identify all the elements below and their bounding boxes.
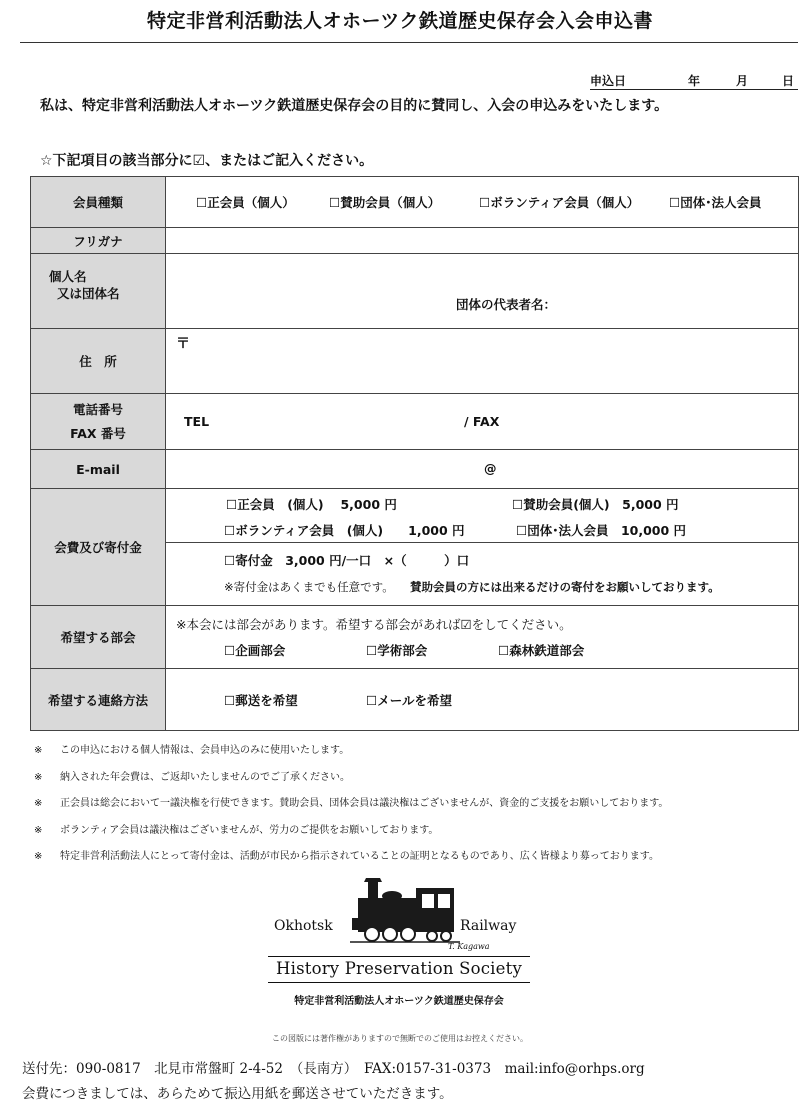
fee-option-dantai[interactable]: ☐団体･法人会員 10,000 円 <box>516 522 687 538</box>
address-field[interactable] <box>166 329 799 394</box>
intro-text: 私は、特定非営利活動法人オホーツク鉄道歴史保存会の目的に賛同し、入会の申込みをいたします。 <box>40 98 669 114</box>
fee-option-seikai[interactable]: ☐正会員 (個人) 5,000 円 <box>226 496 397 512</box>
donation-field <box>166 543 799 606</box>
notes-list <box>34 738 668 871</box>
name-label <box>31 254 166 329</box>
address-row <box>31 329 799 394</box>
donation-note-request: 賛助会員の方には出来るだけの寄付をお願いしております。 <box>410 580 720 594</box>
instruction-text: ☆下記項目の該当部分に☑、またはご記入ください。 <box>40 153 374 169</box>
postal-mark: 〒 <box>176 336 190 352</box>
donation-note-optional: ※寄付金はあくまでも任意です。 <box>224 580 394 594</box>
division-row <box>31 606 799 669</box>
note-item: ※ 特定非営利活動法人にとって寄付金は、活動が市民から指示されていることの証明となるものであり、広く皆様より募っております。 <box>34 851 659 862</box>
furigana-field[interactable] <box>166 228 799 254</box>
copyright-notice: この図版には著作権がありますので無断でのご使用はお控えください。 <box>272 1034 528 1043</box>
division-option-forest-railway[interactable]: ☐森林鉄道部会 <box>498 643 585 658</box>
note-item: ※ 正会員は総会において一議決権を行使できます。賛助会員、団体会員は議決権はございませんが、資金的ご支援をお願いしております。 <box>34 798 669 809</box>
fees-options <box>166 489 799 543</box>
logo-text-railway: Railway <box>460 918 517 934</box>
address-label: 住 所 <box>31 329 166 394</box>
tel-label: TEL <box>184 413 210 429</box>
phone-field[interactable] <box>166 394 799 450</box>
logo-text-okhotsk: Okhotsk <box>274 918 333 934</box>
fee-option-volunteer[interactable]: ☐ボランティア会員 (個人) 1,000 円 <box>224 522 465 538</box>
email-at-sign: @ <box>484 461 497 476</box>
contact-row <box>31 669 799 731</box>
division-option-academic[interactable]: ☐学術部会 <box>366 643 428 658</box>
phone-label-line1: 電話番号 <box>72 401 123 417</box>
steam-locomotive-icon <box>350 876 460 944</box>
page-title: 特定非営利活動法人オホーツク鉄道歴史保存会入会申込書 <box>146 10 654 32</box>
email-row <box>31 450 799 489</box>
division-field <box>166 606 799 669</box>
phone-label-line2: FAX 番号 <box>70 425 126 441</box>
application-date <box>590 72 798 90</box>
footer-address: 送付先：090-0817 北見市常盤町 2-4-52 （長南方） FAX:0157-31-0373 mail:info@orhps.org <box>22 1061 645 1077</box>
member-type-option-dantai[interactable]: ☐団体･法人会員 <box>669 195 762 210</box>
division-option-planning[interactable]: ☐企画部会 <box>224 643 286 658</box>
name-row <box>31 254 799 329</box>
email-field[interactable] <box>166 450 799 489</box>
name-label-line2: 又は団体名 <box>57 286 120 301</box>
email-label: E-mail <box>31 450 166 489</box>
division-note: ※本会には部会があります。希望する部会があれば☑をしてください。 <box>176 617 572 632</box>
logo-text-main: History Preservation Society <box>268 956 530 983</box>
division-label: 希望する部会 <box>31 606 166 669</box>
phone-row <box>31 394 799 450</box>
note-item: ※ この申込における個人情報は、会員申込のみに使用いたします。 <box>34 745 350 756</box>
name-label-line1: 個人名 <box>49 269 87 284</box>
representative-label: 団体の代表者名： <box>456 297 557 312</box>
contact-option-post[interactable]: ☐郵送を希望 <box>224 692 298 708</box>
fax-label: / FAX <box>464 413 500 429</box>
member-type-option-seikai[interactable]: ☐正会員（個人） <box>196 195 295 210</box>
note-item: ※ 納入された年会費は、ご返却いたしませんのでご了承ください。 <box>34 771 350 783</box>
name-field[interactable] <box>166 254 799 329</box>
fees-label: 会費及び寄付金 <box>31 489 166 606</box>
furigana-label: フリガナ <box>31 228 166 254</box>
member-type-label: 会員種類 <box>31 177 166 228</box>
date-label: 申込日 <box>590 74 627 88</box>
note-item: ※ ボランティア会員は議決権はございませんが、労力のご提供をお願いしております。 <box>34 824 439 836</box>
date-year: 年 <box>688 74 701 88</box>
society-logo <box>268 876 536 1006</box>
contact-field <box>166 669 799 731</box>
footer-payment-note: 会費につきましては、あらためて振込用紙を郵送させていただきます。 <box>22 1086 453 1102</box>
contact-label: 希望する連絡方法 <box>31 669 166 731</box>
date-day: 日 <box>782 74 795 88</box>
donation-option[interactable]: ☐寄付金 3,000 円/一口 ×（ ）口 <box>224 553 470 568</box>
furigana-row <box>31 228 799 254</box>
contact-option-mail[interactable]: ☐メールを希望 <box>366 692 452 708</box>
phone-label <box>31 394 166 450</box>
fees-row <box>31 489 799 543</box>
application-form <box>30 176 799 731</box>
member-type-option-volunteer[interactable]: ☐ボランティア会員（個人） <box>479 195 640 210</box>
member-type-options <box>166 177 799 228</box>
member-type-option-sanjo[interactable]: ☐賛助会員（個人） <box>329 195 441 210</box>
fee-option-sanjo[interactable]: ☐賛助会員(個人) 5,000 円 <box>512 496 679 512</box>
date-month: 月 <box>736 74 749 88</box>
title-divider <box>20 42 798 43</box>
logo-text-sub: 特定非営利活動法人オホーツク鉄道歴史保存会 <box>294 996 504 1007</box>
logo-signature: T. Kagawa <box>448 942 490 951</box>
member-type-row <box>31 177 799 228</box>
